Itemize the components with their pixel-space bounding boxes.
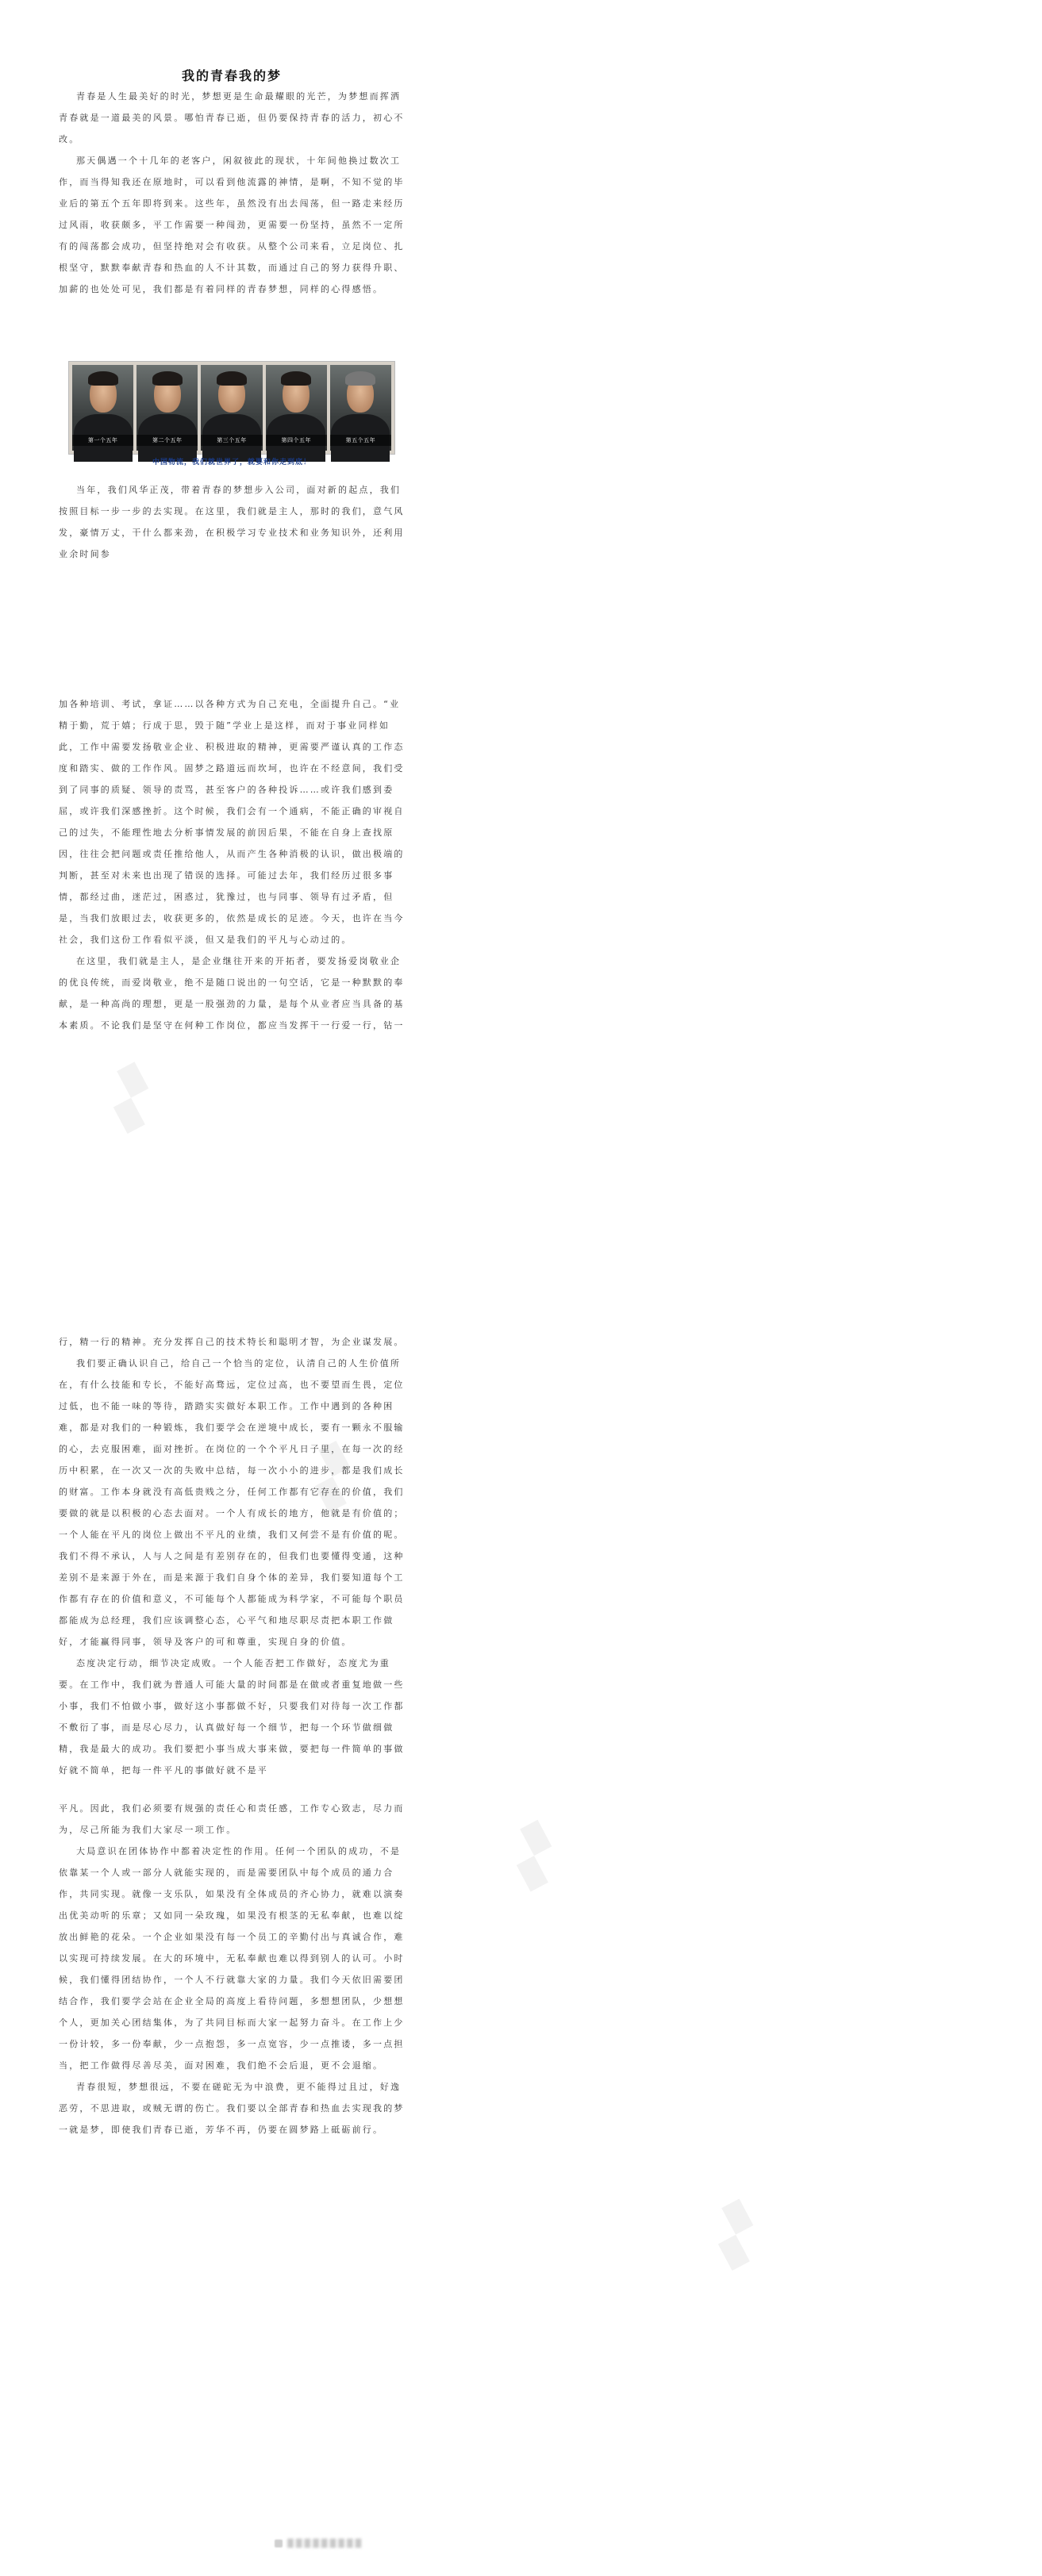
portrait-photo bbox=[266, 365, 327, 451]
intro-section bbox=[59, 86, 405, 300]
paragraph: 在这里，我们就是主人，是企业继往开来的开拓者，要发扬爱岗敬业企的优良传统，而爱岗敬业，绝不是随口说出的一句空话，它是一种默默的奉献，是一种高尚的理想，更是一股强劲的力量，是每个从业者应当具备的基本素质。不论我们是坚守在何种工作岗位，都应当发挥干一行爱一行，钻一 bbox=[59, 956, 405, 1031]
paragraph: 青春是人生最美好的时光，梦想更是生命最耀眼的光芒，为梦想而挥洒青春就是一道最美的风景。哪怕青春已逝，但仍要保持青春的活力，初心不改。 bbox=[59, 91, 405, 144]
section-training bbox=[59, 693, 405, 1036]
footer-text: ▓▓▓▓▓▓▓▓▓ bbox=[287, 2539, 364, 2548]
section-positioning bbox=[59, 1331, 405, 1781]
paragraph: 态度决定行动，细节决定成败。一个人能否把工作做好，态度尤为重要。在工作中，我们就为普通人可能大量的时间都是在做或者重复地做一些小事，我们不怕做小事，做好这小事都做不好，只要我们对待每一次工作都不敷衍了事，而是尽心尽力，认真做好每一个细节，把每一个环节做细做精，我是最大的成功。我们要把小事当成大事来做，要把每一件简单的事做好就不简单，把每一件平凡的事做好就不是平 bbox=[59, 1658, 405, 1776]
portrait-photo bbox=[72, 365, 133, 451]
account-icon bbox=[275, 2540, 283, 2547]
portrait-photo bbox=[330, 365, 391, 451]
photo-label: 第五个五年 bbox=[330, 435, 391, 446]
paragraph: 我们要正确认识自己，给自己一个恰当的定位，认清自己的人生价值所在，有什么技能和专长，不能好高骛远，定位过高，也不要望而生畏，定位过低，也不能一味的等待，踏踏实实做好本职工作。工作中遇到的各种困难，都是对我们的一种锻炼，我们要学会在逆境中成长，要有一颗永不服输的心，去克服困难，面对挫折。在岗位的一个个平凡日子里，在每一次的经历中积累，在一次又一次的失败中总结，每一次小小的进步，都是我们成长的财富。工作本身就没有高低贵贱之分，任何工作都有它存在的价值，我们要做的就是以积极的心态去面对。一个人有成长的地方，他就是有价值的；一个人能在平凡的岗位上做出不平凡的业绩，我们又何尝不是有价值的呢。我们不得不承认，人与人之间是有差别存在的，但我们也要懂得变通，这种差别不是来源于外在，而是来源于我们自身个体的差异，我们要知道每个工作都有存在的价值和意义，不可能每个人都能成为科学家，不可能每个职员都能成为总经理，我们应该调整心态，心平气和地尽职尽责把本职工作做好，才能赢得同事，领导及客户的可和尊重，实现自身的价值。 bbox=[59, 1358, 405, 1647]
photo-strip bbox=[68, 361, 395, 455]
photo-label: 第三个五年 bbox=[201, 435, 262, 446]
photo-caption: 中国物流，我们就世界了，就要和你走到底！ bbox=[152, 459, 311, 466]
photo-label: 第二个五年 bbox=[136, 435, 198, 446]
paragraph: 平凡。因此，我们必须要有规强的责任心和责任感，工作专心致志，尽力而为，尽己所能为我们大家尽一项工作。 bbox=[59, 1803, 405, 1835]
background-watermark: ▞ ▞ ▞ ▞ bbox=[100, 1063, 767, 2271]
photo-label: 第一个五年 bbox=[72, 435, 133, 446]
portrait-photo bbox=[201, 365, 262, 451]
paragraph: 青春很短，梦想很远，不要在磋砣无为中浪费，更不能得过且过，好逸恶劳，不思进取，或贼无谓的伤亡。我们要以全部青春和热血去实现我的梦一就是梦，即使我们青春已逝，芳华不再，仍要在圆梦路上砥砺前行。 bbox=[59, 2082, 405, 2135]
paragraph: 当年，我们风华正茂，带着青春的梦想步入公司，面对新的起点，我们按照目标一步一步的去实现。在这里，我们就是主人，那时的我们，意气风发，豪情万丈，干什么都来劲，在积极学习专业技术和业务知识外，还利用业余时间参 bbox=[59, 485, 405, 559]
photo-label: 第四个五年 bbox=[266, 435, 327, 446]
portrait-photo bbox=[136, 365, 198, 451]
paragraph: 那天偶遇一个十几年的老客户，闲叙彼此的现状，十年间他换过数次工作，而当得知我还在原地时，可以看到他流露的神情，是啊，不知不觉的毕业后的第五个五年即将到来。这些年，虽然没有出去闯荡，但一路走来经历过风雨，收获颇多，平工作需要一种闯劲，更需要一份坚持，虽然不一定所有的闯荡都会成功，但坚持绝对会有收获。从整个公司来看，立足岗位、扎根坚守，默默奉献青春和热血的人不计其数，而通过自己的努力获得升职、加薪的也处处可见，我们都是有着同样的青春梦想，同样的心得感悟。 bbox=[59, 155, 405, 294]
paragraph: 行，精一行的精神。充分发挥自己的技术特长和聪明才智，为企业谋发展。 bbox=[59, 1337, 405, 1347]
blurred-footer-credit bbox=[275, 2539, 394, 2548]
page-title: 我的青春我的梦 bbox=[181, 67, 282, 83]
paragraph: 大局意识在团体协作中都着决定性的作用。任何一个团队的成功，不是依靠某一个人或一部分人就能实现的，而是需要团队中每个成员的通力合作，共同实现。就像一支乐队，如果没有全体成员的齐心协力，就难以演奏出优美动听的乐章；又如同一朵玫瑰，如果没有根茎的无私奉献，也难以绽放出鲜艳的花朵。一个企业如果没有每一个员工的辛勤付出与真诚合作，难以实现可持续发展。在大的环境中，无私奉献也难以得到别人的认可。小时候，我们懂得团结协作，一个人不行就靠大家的力量。我们今天依旧需要团结合作，我们要学会站在企业全局的高度上看待问题，多想想团队，少想想个人，更加关心团结集体，为了共同目标而大家一起努力奋斗。在工作上少一份计较，多一份奉献，少一点抱怨，多一点宽容，少一点推诿，多一点担当，把工作做得尽善尽美，面对困难，我们绝不会后退，更不会退缩。 bbox=[59, 1846, 405, 2071]
section-teamwork bbox=[59, 1798, 405, 2140]
paragraph: 加各种培训、考试，拿证……以各种方式为自己充电，全面提升自己。“业精于勤，荒于嬉；行成于思，毁于随”学业上是这样，而对于事业同样如此，工作中需要发扬敬业企业、积极进取的精神，更需要严谨认真的工作态度和踏实、做的工作作风。固梦之路道远而坎坷，也许在不经意间，我们受到了同事的质疑、领导的责骂，甚至客户的各种投诉……或许我们感到委屈，或许我们深感挫折。这个时候，我们会有一个通病，不能正确的审视自己的过失，不能理性地去分析事情发展的前因后果，不能在自身上查找原因，往往会把问题或责任推给他人，从而产生各种消极的认识，做出极端的判断，甚至对未来也出现了错误的选择。可能过去年，我们经历过很多事情，都经过曲，迷茫过，困惑过，犹豫过，也与同事、领导有过矛盾，但是，当我们放眼过去，收获更多的，依然是成长的足迹。今天，也许在当今社会，我们这份工作看似平淡，但又是我们的平凡与心动过的。 bbox=[59, 699, 405, 945]
section-start-career bbox=[59, 479, 405, 565]
